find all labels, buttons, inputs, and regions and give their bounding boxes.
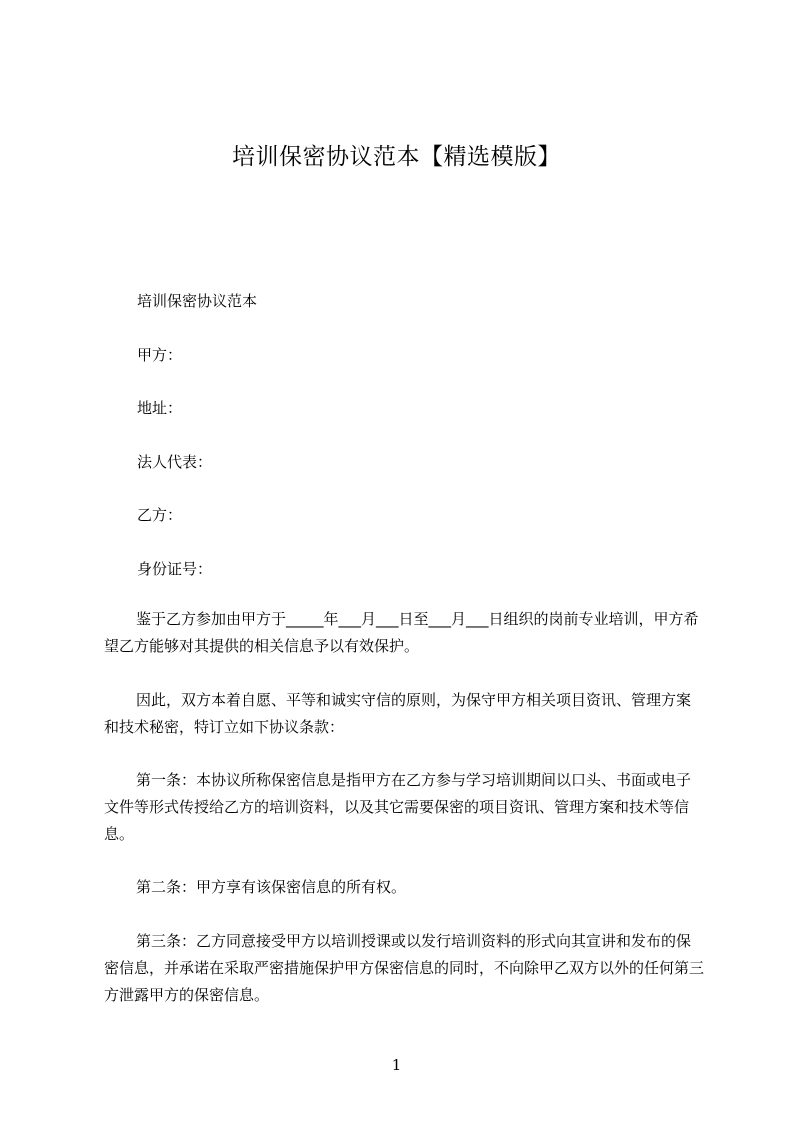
document-subtitle: 培训保密协议范本 [137,292,258,310]
document-title: 培训保密协议范本【精选模版】 [232,144,561,170]
field-address: 地址： [137,399,183,417]
field-id-number: 身份证号： [137,560,213,578]
page-number: 1 [391,1056,402,1074]
field-legal-representative: 法人代表： [137,453,213,471]
paragraph-preamble: 鉴于乙方参加由甲方于_____年___月___日至___月___日组织的岗前专业培训，甲方希望乙方能够对其提供的相关信息予以有效保护。 [104,610,699,655]
paragraph-article-3: 第三条：乙方同意接受甲方以培训授课或以发行培训资料的形式向其宣讲和发布的保密信息，并承诺在采取严密措施保护甲方保密信息的同时，不向除甲乙双方以外的任何第三方泄露甲方的保密信息。 [104,932,705,1004]
paragraph-article-1: 第一条：本协议所称保密信息是指甲方在乙方参与学习培训期间以口头、书面或电子文件等形式传授给乙方的培训资料，以及其它需要保密的项目资讯、管理方案和技术等信息。 [104,771,692,843]
field-party-b: 乙方： [137,506,183,524]
field-party-a: 甲方： [137,346,183,364]
paragraph-principles: 因此，双方本着自愿、平等和诚实守信的原则，为保守甲方相关项目资讯、管理方案和技术秘密，特订立如下协议条款： [104,691,692,736]
paragraph-article-2: 第二条：甲方享有该保密信息的所有权。 [136,878,407,896]
